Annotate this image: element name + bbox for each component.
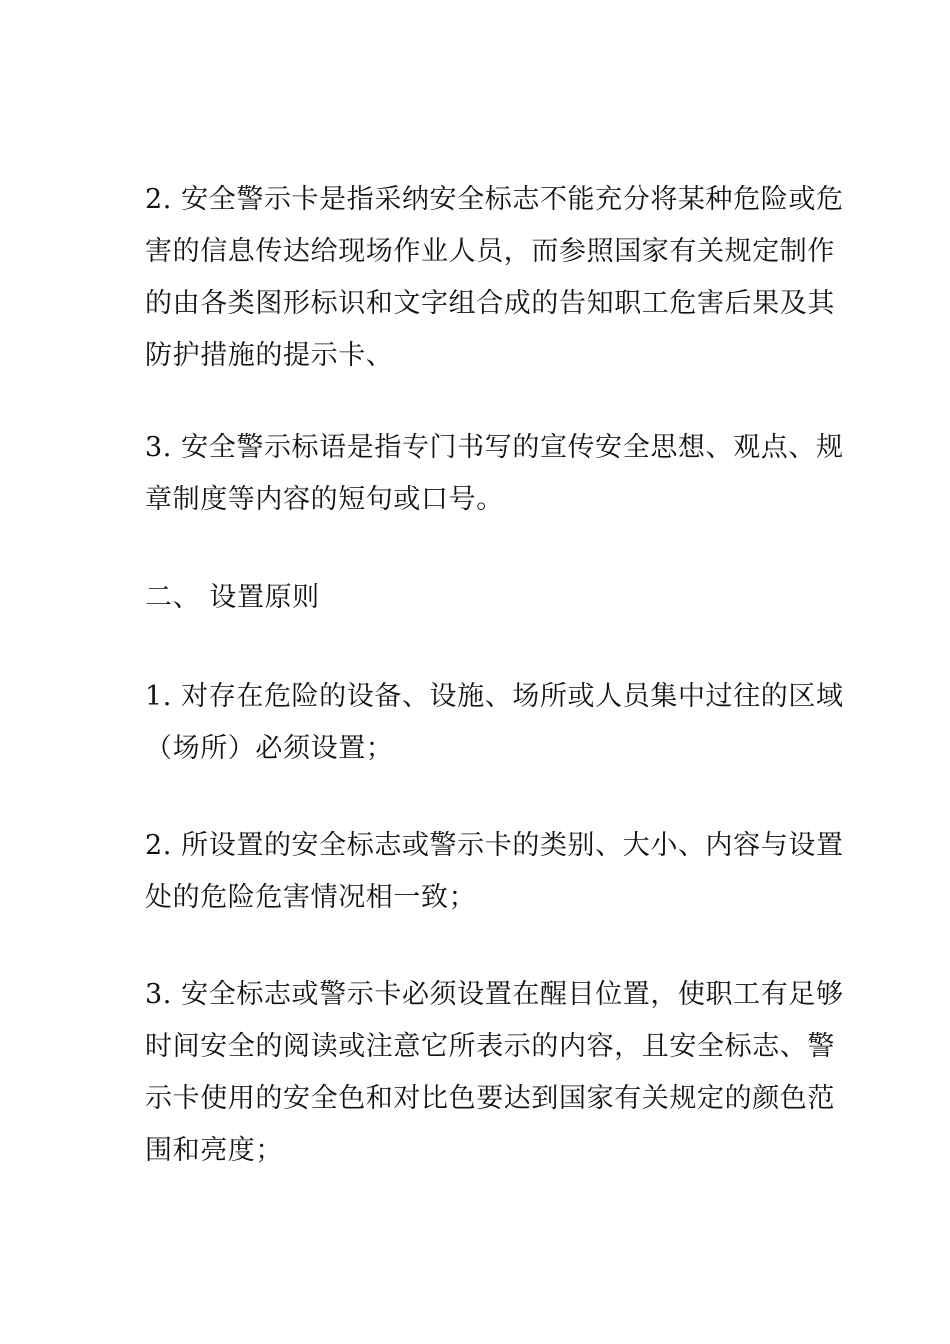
paragraph-warning-slogan-definition — [145, 422, 844, 526]
paragraph-principle-2 — [145, 820, 844, 924]
text-line: 1. 对存在危险的设备、设施、场所或人员集中过往的区域 — [145, 681, 844, 712]
text-line: 示卡使用的安全色和对比色要达到国家有关规定的颜色范 — [145, 1083, 835, 1114]
text-line: 2. 所设置的安全标志或警示卡的类别、大小、内容与设置 — [145, 830, 844, 861]
section-heading-setup-principles — [145, 572, 810, 624]
paragraph-principle-3 — [145, 969, 844, 1177]
text-line: 害的信息传达给现场作业人员，而参照国家有关规定制作 — [145, 236, 835, 267]
paragraph-principle-1 — [145, 671, 844, 775]
text-line: 防护措施的提示卡、 — [145, 340, 394, 371]
section-heading: 二、 设置原则 — [145, 582, 320, 613]
text-line: （场所）必须设置； — [145, 733, 394, 764]
text-line: 3. 安全警示标语是指专门书写的宣传安全思想、观点、规 — [145, 432, 844, 463]
text-line: 的由各类图形标识和文字组合成的告知职工危害后果及其 — [145, 288, 835, 319]
text-line: 3. 安全标志或警示卡必须设置在醒目位置，使职工有足够 — [145, 979, 844, 1010]
text-line: 处的危险危害情况相一致； — [145, 882, 477, 913]
text-line: 章制度等内容的短句或口号。 — [145, 484, 504, 515]
text-line: 时间安全的阅读或注意它所表示的内容，且安全标志、警 — [145, 1031, 835, 1062]
text-line: 2. 安全警示卡是指采纳安全标志不能充分将某种危险或危 — [145, 184, 844, 215]
paragraph-warning-card-definition — [145, 174, 844, 382]
text-line: 围和亮度； — [145, 1135, 283, 1166]
